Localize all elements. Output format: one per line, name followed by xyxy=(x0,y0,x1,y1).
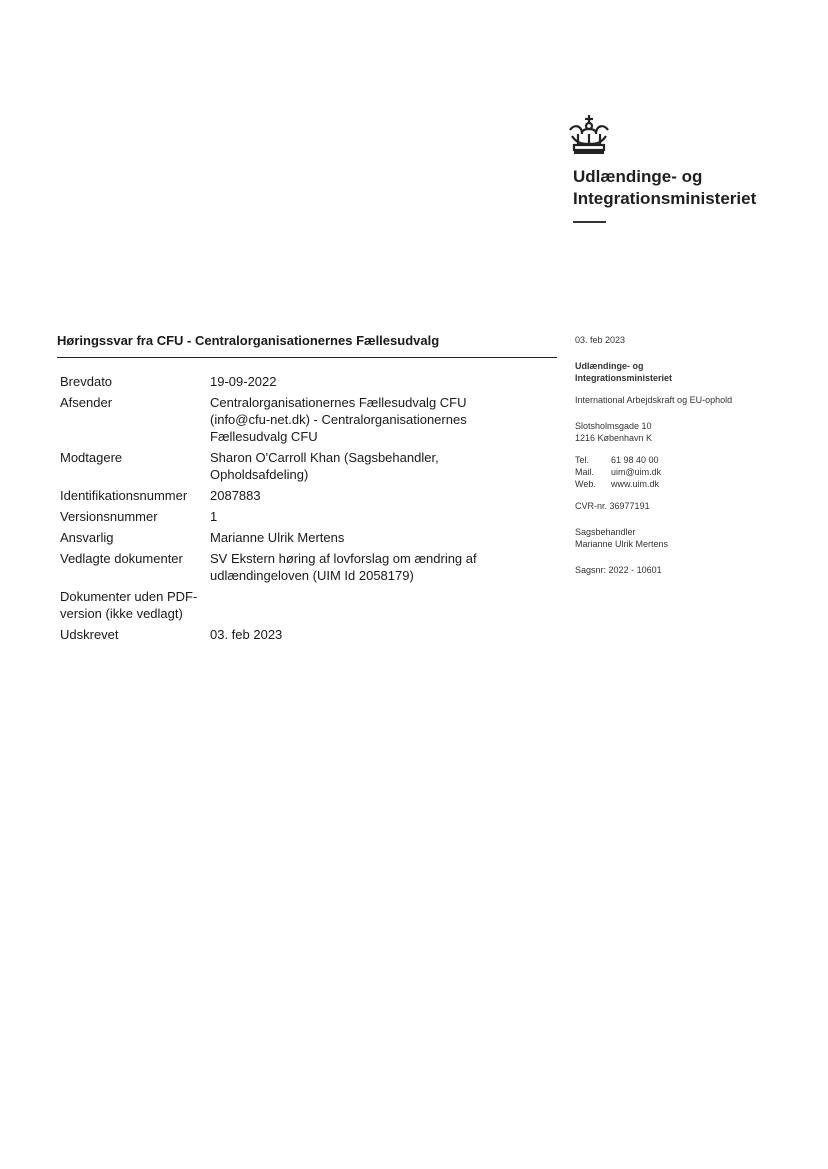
web-label: Web. xyxy=(575,479,596,489)
sidebar-cvr xyxy=(575,500,732,512)
address-line-1: Slotsholmsgade 10 xyxy=(575,421,652,431)
cvr-value: 36977191 xyxy=(609,501,650,511)
ministry-logo-text: Udlændinge- og Integrationsministeriet xyxy=(573,167,757,208)
meta-row-vedlagte-dokumenter xyxy=(60,550,530,584)
meta-value: Sharon O'Carroll Khan (Sagsbehandler, Opholdsafdeling) xyxy=(210,450,439,482)
meta-label: Brevdato xyxy=(60,374,113,389)
meta-value: 19-09-2022 xyxy=(210,374,277,389)
meta-label: Udskrevet xyxy=(60,627,119,642)
address-line-2: 1216 København K xyxy=(575,433,653,443)
sidebar-contacts xyxy=(575,454,732,490)
handler-label: Sagsbehandler xyxy=(575,527,636,537)
logo-divider xyxy=(573,221,606,223)
meta-label: Modtagere xyxy=(60,450,123,465)
meta-row-brevdato xyxy=(60,373,530,390)
mail-value: uim@uim.dk xyxy=(611,467,662,477)
cvr-label: CVR-nr. xyxy=(575,501,608,511)
meta-row-afsender xyxy=(60,394,530,445)
meta-value: 03. feb 2023 xyxy=(210,627,283,642)
title-divider xyxy=(57,357,557,358)
meta-label: Afsender xyxy=(60,395,113,410)
meta-row-udskrevet xyxy=(60,626,530,643)
meta-label: Ansvarlig xyxy=(60,530,114,545)
meta-row-versionsnummer xyxy=(60,508,530,525)
handler-name: Marianne Ulrik Mertens xyxy=(575,539,669,549)
meta-value: 1 xyxy=(210,509,218,524)
sidebar-contact xyxy=(575,334,732,586)
meta-label: Dokumenter uden PDF-version (ikke vedlagt) xyxy=(60,589,198,621)
meta-value xyxy=(210,588,530,622)
sidebar-case xyxy=(575,564,732,576)
meta-row-modtagere xyxy=(60,449,530,483)
case-value: 2022 - 10601 xyxy=(608,565,662,575)
sidebar-date: 03. feb 2023 xyxy=(575,335,626,345)
tel-value: 61 98 40 00 xyxy=(611,455,659,465)
meta-label: Vedlagte dokumenter xyxy=(60,551,183,566)
metadata-table xyxy=(60,373,530,647)
sidebar-department: International Arbejdskraft og EU-ophold xyxy=(575,395,733,405)
meta-label: Identifikationsnummer xyxy=(60,488,188,503)
sidebar-address xyxy=(575,420,732,444)
document-title: Høringssvar fra CFU - Centralorganisationernes Fællesudvalg xyxy=(57,333,440,348)
meta-value: 2087883 xyxy=(210,488,261,503)
meta-row-ansvarlig xyxy=(60,529,530,546)
contact-web xyxy=(575,478,732,490)
meta-value: Centralorganisationernes Fællesudvalg CFU (info@cfu-net.dk) - Centralorganisationernes Fællesudvalg CFU xyxy=(210,395,467,444)
meta-row-identifikationsnummer xyxy=(60,487,530,504)
contact-mail xyxy=(575,466,732,478)
case-label: Sagsnr: xyxy=(575,565,607,575)
meta-label: Versionsnummer xyxy=(60,509,158,524)
tel-label: Tel. xyxy=(575,455,590,465)
meta-value: Marianne Ulrik Mertens xyxy=(210,530,345,545)
sidebar-handler xyxy=(575,526,732,550)
meta-value: SV Ekstern høring af lovforslag om ændring af udlændingeloven (UIM Id 2058179) xyxy=(210,551,477,583)
web-value: www.uim.dk xyxy=(611,479,660,489)
meta-row-dokumenter-uden-pdf xyxy=(60,588,530,622)
sidebar-ministry: Udlændinge- og Integrationsministeriet xyxy=(575,361,673,383)
contact-tel xyxy=(575,454,732,466)
mail-label: Mail. xyxy=(575,467,595,477)
crown-icon xyxy=(566,114,612,156)
